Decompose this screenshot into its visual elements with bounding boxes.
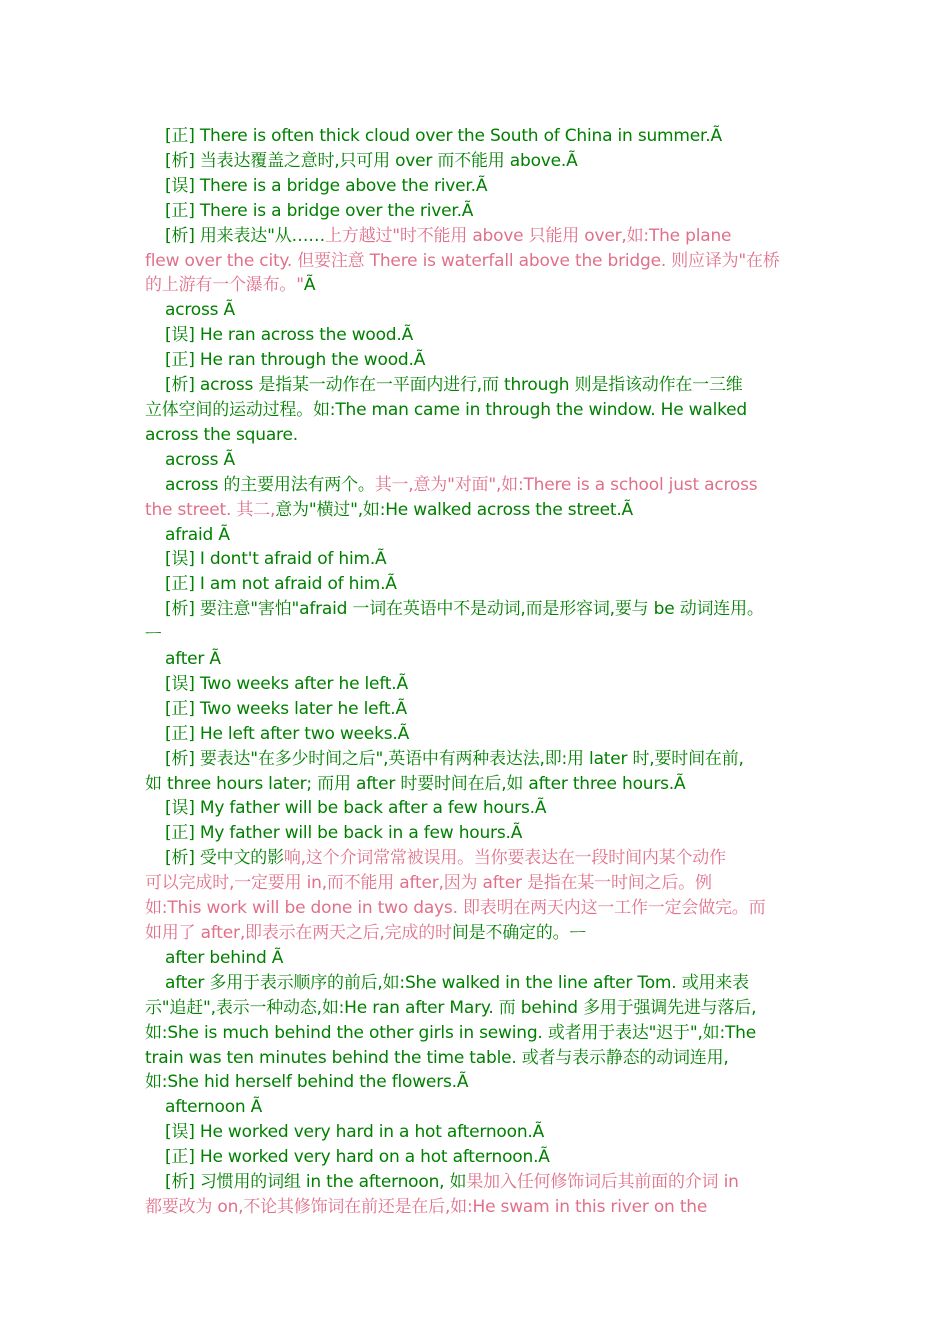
text-line xyxy=(145,1145,825,1170)
text-segment: across Ã xyxy=(165,449,235,470)
text-segment: 如:This work will be done in two days. 即表明在两天内这一工作一定会做完。而 xyxy=(145,898,766,919)
text-line xyxy=(145,398,825,423)
text-segment: [析] across 是指某一动作在一平面内进行,而 through 则是指该动作在一三维 xyxy=(165,375,743,396)
text-segment: 可以完成时,一定要用 in,而不能用 after,因为 after 是指在某一时间之后。例 xyxy=(145,873,712,894)
text-segment: 果加入任何修饰词后其前面的介词 in xyxy=(466,1172,739,1193)
text-line xyxy=(145,971,825,996)
text-line xyxy=(145,821,825,846)
text-line xyxy=(145,1195,825,1220)
text-line xyxy=(145,1046,825,1071)
text-segment: 立体空间的运动过程。如:The man came in through the window. He walked xyxy=(145,399,748,420)
text-segment: 如 three hours later; 而用 after 时要时间在后,如 after three hours.Ã xyxy=(145,773,686,794)
text-line xyxy=(145,697,825,722)
text-line xyxy=(145,921,825,946)
text-segment: [析] 用来表达"从…… xyxy=(165,225,326,246)
text-line xyxy=(145,846,825,871)
text-line xyxy=(145,1170,825,1195)
text-line xyxy=(145,722,825,747)
text-segment: [误] Two weeks after he left.Ã xyxy=(165,673,408,694)
text-segment: [析] 受中文的影 xyxy=(165,848,284,869)
text-line xyxy=(145,1021,825,1046)
text-segment: [正] My father will be back in a few hours.Ã xyxy=(165,823,523,844)
text-line xyxy=(145,1095,825,1120)
text-segment: across 的主要用法有两个。 xyxy=(165,474,375,495)
text-segment: [正] I am not afraid of him.Ã xyxy=(165,574,397,595)
text-segment: [正] He worked very hard on a hot afternoon.Ã xyxy=(165,1147,550,1168)
text-line xyxy=(145,273,825,298)
text-segment: 如用了 after,即表示在两天之后,完成的时 xyxy=(145,923,452,943)
text-segment: [析] 当表达覆盖之意时,只可用 over 而不能用 above.Ã xyxy=(165,150,578,171)
text-line xyxy=(145,896,825,921)
text-segment: [误] I dont't afraid of him.Ã xyxy=(165,549,387,570)
text-line xyxy=(145,249,825,274)
text-segment: [正] There is often thick cloud over the South of China in summer.Ã xyxy=(165,126,722,146)
text-line xyxy=(145,796,825,821)
text-line xyxy=(145,323,825,348)
text-segment: 意为"横过",如:He walked across the street.Ã xyxy=(275,499,633,520)
text-line xyxy=(145,1120,825,1145)
text-line xyxy=(145,946,825,971)
text-line xyxy=(145,871,825,896)
text-segment: [误] There is a bridge above the river.Ã xyxy=(165,175,488,196)
text-line xyxy=(145,996,825,1021)
text-line xyxy=(145,622,825,647)
text-segment: across the square. xyxy=(145,424,298,445)
text-segment: [正] He left after two weeks.Ã xyxy=(165,723,410,744)
text-segment: the street. 其二, xyxy=(145,499,276,520)
text-line xyxy=(145,547,825,572)
text-line xyxy=(145,523,825,548)
text-segment: [正] Two weeks later he left.Ã xyxy=(165,698,407,719)
text-line xyxy=(145,373,825,398)
text-line xyxy=(145,572,825,597)
document-body xyxy=(145,124,825,1220)
text-segment: 其一,意为"对面",如:There is a school just across xyxy=(374,474,758,495)
text-segment: ᅳ xyxy=(145,624,162,645)
text-line xyxy=(145,597,825,622)
text-line xyxy=(145,224,825,249)
text-line xyxy=(145,348,825,373)
text-segment: [误] My father will be back after a few hours.Ã xyxy=(165,798,547,819)
text-segment: [析] 要注意"害怕"afraid 一词在英语中不是动词,而是形容词,要与 be 动词连用。 xyxy=(165,599,764,620)
text-segment: afraid Ã xyxy=(165,524,230,545)
text-segment: [误] He worked very hard in a hot afternoon.Ã xyxy=(165,1122,545,1143)
text-segment: after 多用于表示顺序的前后,如:She walked in the line after Tom. 或用来表 xyxy=(165,972,749,993)
text-line xyxy=(145,174,825,199)
text-segment: [误] He ran across the wood.Ã xyxy=(165,325,414,346)
text-segment: train was ten minutes behind the time table. 或者与表示静态的动词连用, xyxy=(145,1047,729,1068)
text-segment: 都要改为 on,不论其修饰词在前还是在后,如:He swam in this river on the xyxy=(145,1196,708,1217)
text-segment: [析] 要表达"在多少时间之后",英语中有两种表达法,即:用 later 时,要时间在前, xyxy=(165,748,744,769)
text-line xyxy=(145,1070,825,1095)
text-segment: [析] 习惯用的词组 in the afternoon, 如 xyxy=(165,1172,467,1193)
text-segment: after Ã xyxy=(165,649,221,670)
text-line xyxy=(145,298,825,323)
text-segment: 间是不确定的。ᅳ xyxy=(451,923,586,943)
text-segment: 响,这个介词常常被误用。当你要表达在一段时间内某个动作 xyxy=(283,848,726,869)
text-segment: across Ã xyxy=(165,300,235,321)
text-line xyxy=(145,672,825,697)
text-line xyxy=(145,772,825,797)
text-segment: [正] He ran through the wood.Ã xyxy=(165,350,426,371)
text-line xyxy=(145,149,825,174)
text-segment: 示"追赶",表示一种动态,如:He ran after Mary. 而 behind 多用于强调先进与落后, xyxy=(145,997,757,1018)
text-line xyxy=(145,498,825,523)
text-line xyxy=(145,747,825,772)
text-line xyxy=(145,473,825,498)
text-segment: Ã xyxy=(303,275,316,296)
text-line xyxy=(145,448,825,473)
text-line xyxy=(145,199,825,224)
text-segment: 的上游有一个瀑布。" xyxy=(145,275,304,296)
text-segment: 如:She is much behind the other girls in sewing. 或者用于表达"迟于",如:The xyxy=(145,1022,757,1043)
text-segment: after behind Ã xyxy=(165,947,284,968)
text-line xyxy=(145,124,825,149)
text-segment: afternoon Ã xyxy=(165,1097,263,1118)
text-segment: flew over the city. 但要注意 There is waterfall above the bridge. 则应译为"在桥 xyxy=(145,250,780,271)
text-segment: [正] There is a bridge over the river.Ã xyxy=(165,200,474,221)
text-line xyxy=(145,647,825,672)
text-segment: 如:She hid herself behind the flowers.Ã xyxy=(145,1072,469,1093)
text-segment: 上方越过"时不能用 above 只能用 over,如:The plane xyxy=(325,225,732,246)
text-line xyxy=(145,423,825,448)
